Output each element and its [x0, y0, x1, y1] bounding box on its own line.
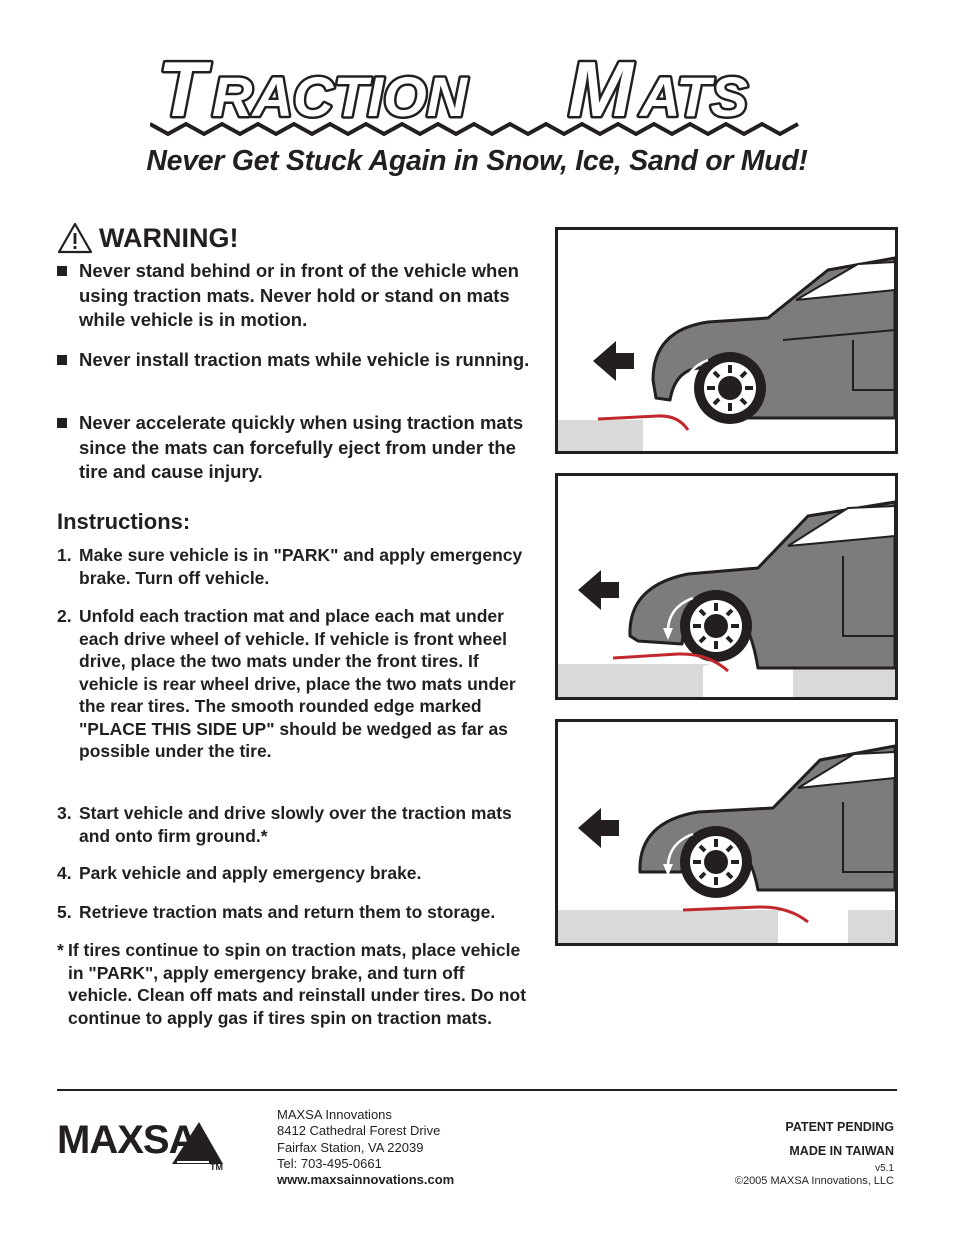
warning-title: WARNING!: [99, 222, 239, 253]
instruction-step: 1. Make sure vehicle is in "PARK" and apply emergency brake. Turn off vehicle.: [57, 545, 523, 588]
warning-triangle-icon: [57, 222, 93, 254]
footer-divider: [57, 1089, 897, 1091]
car-on-traction-mat-illustration: [558, 722, 895, 943]
traction-mats-logo: [150, 48, 800, 138]
svg-text:ATS: ATS: [640, 65, 748, 128]
maxsa-logo: [57, 1116, 232, 1176]
bullet-square-icon: [57, 418, 67, 428]
street-address: 8412 Cathedral Forest Drive: [277, 1123, 441, 1138]
illustration-panel: [555, 227, 898, 454]
copyright: ©2005 MAXSA Innovations, LLC: [734, 1175, 894, 1187]
bullet-square-icon: [57, 355, 67, 365]
trademark-mark: TM: [210, 1162, 223, 1172]
illustration-panel: [555, 719, 898, 946]
warning-heading: [57, 222, 238, 254]
made-in: MADE IN TAIWAN: [789, 1144, 894, 1158]
instruction-step: 5. Retrieve traction mats and return them to storage.: [57, 902, 496, 922]
instruction-step: 3. Start vehicle and drive slowly over the traction mats and onto firm ground.*: [57, 803, 512, 846]
warning-item: Never stand behind or in front of the vehicle when using traction mats. Never hold or stand on mats while vehicle is in motion.: [57, 259, 537, 333]
phone-number: Tel: 703-495-0661: [277, 1156, 382, 1171]
svg-text:RACTION: RACTION: [212, 65, 468, 128]
warning-item: Never install traction mats while vehicle is running.: [57, 348, 537, 373]
instruction-step: 4. Park vehicle and apply emergency brake.: [57, 863, 422, 883]
warning-item: Never accelerate quickly when using traction mats since the mats can forcefully eject from under the tire and cause injury.: [57, 411, 537, 485]
instruction-step: 2. Unfold each traction mat and place each mat under each drive wheel of vehicle. If vehicle is front wheel drive, place the two mats under the front tires. If vehicle is rear wheel drive, place the two mats under the rear tires. The smooth rounded edge marked "PLACE THIS SIDE UP" should be wedged as far as possible under the tire.: [57, 606, 516, 761]
version-label: v5.1: [875, 1163, 894, 1174]
website-link[interactable]: www.maxsainnovations.com: [277, 1172, 455, 1187]
car-on-traction-mat-illustration: [558, 230, 895, 451]
patent-pending: PATENT PENDING: [785, 1120, 894, 1134]
brand-name: MAXSA: [57, 1118, 197, 1162]
bullet-square-icon: [57, 266, 67, 276]
illustration-panel: [555, 473, 898, 700]
city-address: Fairfax Station, VA 22039: [277, 1140, 424, 1155]
instruction-footnote: * If tires continue to spin on traction mats, place vehicle in "PARK", apply emergency brake, and turn off vehicle. Clean off mats and reinstall under tires. Do not continue to apply gas if tires spin on traction mats.: [57, 940, 527, 1028]
tagline: Never Get Stuck Again in Snow, Ice, Sand or Mud!: [146, 145, 808, 177]
instructions-heading: Instructions:: [57, 509, 191, 534]
car-on-traction-mat-illustration: [558, 476, 895, 697]
svg-text:M: M: [568, 48, 633, 133]
company-name: MAXSA Innovations: [277, 1107, 392, 1122]
svg-text:T: T: [158, 48, 206, 133]
